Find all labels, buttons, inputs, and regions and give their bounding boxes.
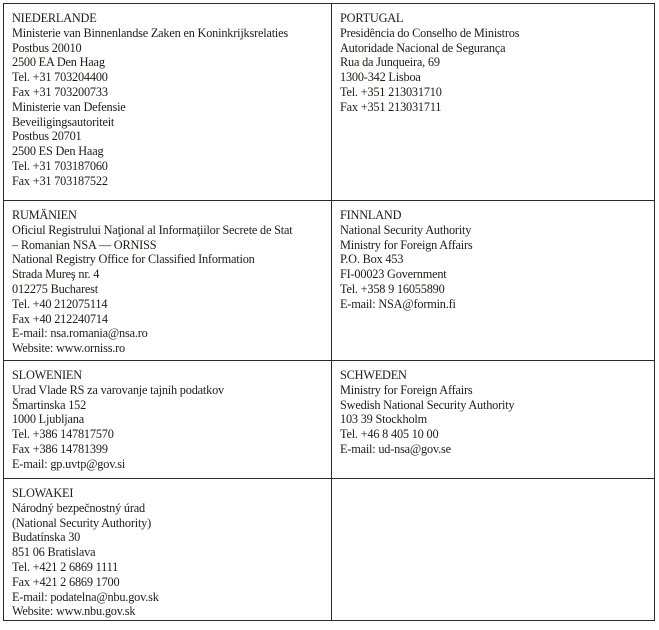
address-line: Rua da Junqueira, 69 <box>340 55 440 70</box>
address-line: Oficiul Registrului Naţional al Informaţiilor Secrete de Stat <box>12 222 293 237</box>
address-line: Tel. +386 147817570 <box>12 427 114 442</box>
address-line: E-mail: nsa.romania@nsa.ro <box>12 326 148 341</box>
nsa-contact-table <box>3 3 655 621</box>
address-line: 2500 EA Den Haag <box>12 55 105 70</box>
country-heading: SCHWEDEN <box>340 368 407 382</box>
address-line: Swedish National Security Authority <box>340 397 515 412</box>
country-heading: NIEDERLANDE <box>12 11 97 25</box>
address-line: Fax +40 212240714 <box>12 311 108 326</box>
address-lines <box>12 223 328 356</box>
address-line: Tel. +46 8 405 10 00 <box>340 427 439 442</box>
address-lines <box>340 223 651 312</box>
address-line: Website: www.nbu.gov.sk <box>12 604 136 619</box>
address-line: E-mail: ud-nsa@gov.se <box>340 441 451 456</box>
address-line: National Registry Office for Classified Information <box>12 252 255 267</box>
address-line: Fax +351 213031711 <box>340 99 442 114</box>
address-line: E-mail: NSA@formin.fi <box>340 296 456 311</box>
address-line: 1300-342 Lisboa <box>340 70 421 85</box>
country-heading: FINNLAND <box>340 208 402 222</box>
address-line: Postbus 20010 <box>12 40 82 55</box>
address-line: 103 39 Stockholm <box>340 412 427 427</box>
address-line: Ministry for Foreign Affairs <box>340 237 473 252</box>
country-heading: SLOWAKEI <box>12 486 74 500</box>
address-line: Autoridade Nacional de Segurança <box>340 40 506 55</box>
cell-slowakei <box>4 478 331 620</box>
address-line: Fax +421 2 6869 1700 <box>12 574 120 589</box>
address-line: Presidência do Conselho de Ministros <box>340 25 520 40</box>
address-lines <box>12 501 328 619</box>
address-lines <box>340 383 651 457</box>
address-line: Urad Vlade RS za varovanje tajnih podatkov <box>12 382 224 397</box>
address-line: Šmartinska 152 <box>12 397 87 412</box>
address-line: National Security Authority <box>340 222 472 237</box>
address-line: Website: www.orniss.ro <box>12 341 126 356</box>
cell-rumaenien <box>4 200 331 360</box>
address-line: 851 06 Bratislava <box>12 545 96 560</box>
address-line: Tel. +351 213031710 <box>340 84 442 99</box>
address-line: Ministerie van Defensie <box>12 99 126 114</box>
address-line: E-mail: podatelna@nbu.gov.sk <box>12 589 159 604</box>
address-line: Postbus 20701 <box>12 129 82 144</box>
address-line: Tel. +421 2 6869 1111 <box>12 559 119 574</box>
cell-niederlande <box>4 4 331 200</box>
address-line: Tel. +31 703204400 <box>12 70 108 85</box>
country-heading: PORTUGAL <box>340 11 404 25</box>
address-lines <box>340 26 651 115</box>
address-line: Beveiligingsautoriteit <box>12 114 115 129</box>
address-line: – Romanian NSA — ORNISS <box>12 237 157 252</box>
address-line: Tel. +40 212075114 <box>12 296 108 311</box>
cell-schweden <box>331 360 654 478</box>
address-line: FI-00023 Government <box>340 267 447 282</box>
cell-empty <box>331 478 654 620</box>
country-heading: SLOWENIEN <box>12 368 82 382</box>
address-line: 2500 ES Den Haag <box>12 144 104 159</box>
cell-finnland <box>331 200 654 360</box>
address-line: Tel. +358 9 16055890 <box>340 281 445 296</box>
cell-slowenien <box>4 360 331 478</box>
address-line: (National Security Authority) <box>12 515 152 530</box>
address-line: Fax +31 703187522 <box>12 173 108 188</box>
cell-portugal <box>331 4 654 200</box>
address-lines <box>12 383 328 472</box>
address-line: 1000 Ljubljana <box>12 412 84 427</box>
address-line: 012275 Bucharest <box>12 281 98 296</box>
country-heading: RUMÄNIEN <box>12 208 77 222</box>
address-line: Národný bezpečnostný úrad <box>12 500 145 515</box>
address-line: Fax +31 703200733 <box>12 84 108 99</box>
address-line: Fax +386 14781399 <box>12 441 108 456</box>
address-line: Ministerie van Binnenlandse Zaken en Koninkrijksrelaties <box>12 25 288 40</box>
address-line: Ministry for Foreign Affairs <box>340 382 473 397</box>
address-line: E-mail: gp.uvtp@gov.si <box>12 456 126 471</box>
address-line: Tel. +31 703187060 <box>12 158 108 173</box>
address-line: P.O. Box 453 <box>340 252 404 267</box>
address-line: Budatínska 30 <box>12 530 81 545</box>
address-lines <box>12 26 328 189</box>
address-line: Strada Mureş nr. 4 <box>12 267 100 282</box>
